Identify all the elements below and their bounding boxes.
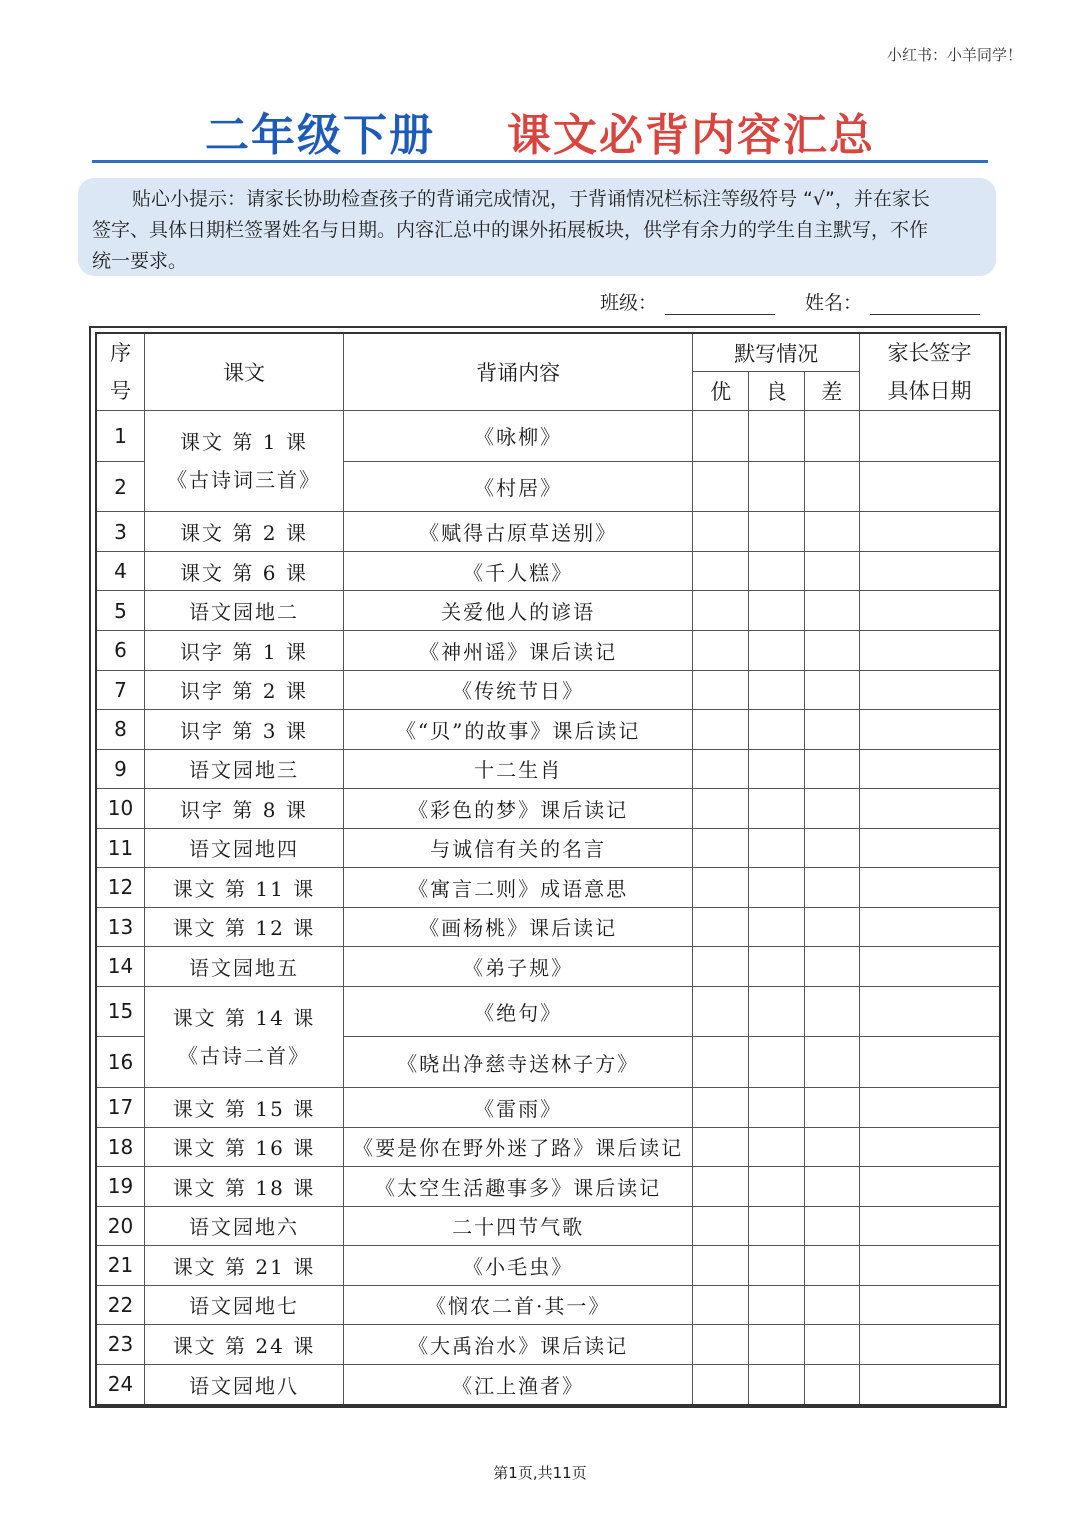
row-lesson: 课文 第 24 课 bbox=[144, 1325, 343, 1365]
lesson-line: 《古诗二首》 bbox=[177, 1043, 310, 1068]
grade-poor-cell[interactable] bbox=[804, 986, 860, 1037]
row-content: 《要是你在野外迷了路》课后读记 bbox=[343, 1127, 692, 1167]
row-number: 2 bbox=[96, 461, 144, 512]
grade-excellent-cell[interactable] bbox=[693, 670, 749, 710]
signature-cell[interactable] bbox=[860, 986, 1000, 1037]
grade-good-cell[interactable] bbox=[748, 1088, 804, 1128]
row-number: 7 bbox=[96, 670, 144, 710]
grade-excellent-cell[interactable] bbox=[693, 1206, 749, 1246]
grade-excellent-cell[interactable] bbox=[693, 591, 749, 631]
row-content: 《彩色的梦》课后读记 bbox=[343, 789, 692, 829]
grade-good-cell[interactable] bbox=[748, 868, 804, 908]
row-lesson: 识字 第 1 课 bbox=[144, 630, 343, 670]
lesson-line: 课文 第 14 课 bbox=[172, 1005, 316, 1030]
row-content: 《“贝”的故事》课后读记 bbox=[343, 710, 692, 750]
grade-excellent-cell[interactable] bbox=[693, 551, 749, 591]
grade-poor-cell[interactable] bbox=[804, 551, 860, 591]
grade-good-cell[interactable] bbox=[748, 1285, 804, 1325]
grade-poor-cell[interactable] bbox=[804, 670, 860, 710]
table-row bbox=[96, 1167, 1000, 1207]
grade-poor-cell[interactable] bbox=[804, 1088, 860, 1128]
grade-good-cell[interactable] bbox=[748, 1325, 804, 1365]
grade-good-cell[interactable] bbox=[748, 512, 804, 552]
table-row bbox=[96, 512, 1000, 552]
header-excellent: 优 bbox=[693, 372, 749, 411]
signature-cell[interactable] bbox=[860, 670, 1000, 710]
row-content: 《神州谣》课后读记 bbox=[343, 630, 692, 670]
row-lesson: 课文 第 18 课 bbox=[144, 1167, 343, 1207]
row-number: 17 bbox=[96, 1088, 144, 1128]
row-number: 6 bbox=[96, 630, 144, 670]
grade-excellent-cell[interactable] bbox=[693, 749, 749, 789]
table-row bbox=[96, 1285, 1000, 1325]
row-number: 3 bbox=[96, 512, 144, 552]
grade-excellent-cell[interactable] bbox=[693, 1246, 749, 1286]
row-content: 《雷雨》 bbox=[343, 1088, 692, 1128]
grade-poor-cell[interactable] bbox=[804, 828, 860, 868]
row-number: 10 bbox=[96, 789, 144, 829]
row-number: 14 bbox=[96, 947, 144, 987]
student-info bbox=[600, 288, 980, 315]
row-number: 19 bbox=[96, 1167, 144, 1207]
grade-poor-cell[interactable] bbox=[804, 789, 860, 829]
grade-excellent-cell[interactable] bbox=[693, 411, 749, 462]
table-row bbox=[96, 1206, 1000, 1246]
grade-good-cell[interactable] bbox=[748, 947, 804, 987]
row-content: 与诚信有关的名言 bbox=[343, 828, 692, 868]
signature-cell[interactable] bbox=[860, 512, 1000, 552]
grade-excellent-cell[interactable] bbox=[693, 986, 749, 1037]
table-body bbox=[96, 411, 1000, 1405]
grade-good-cell[interactable] bbox=[748, 1167, 804, 1207]
grade-poor-cell[interactable] bbox=[804, 461, 860, 512]
signature-cell[interactable] bbox=[860, 710, 1000, 750]
row-number: 23 bbox=[96, 1325, 144, 1365]
row-content: 关爱他人的谚语 bbox=[343, 591, 692, 631]
header-content: 背诵内容 bbox=[343, 333, 692, 411]
row-number: 5 bbox=[96, 591, 144, 631]
row-lesson: 课文 第 21 课 bbox=[144, 1246, 343, 1286]
grade-excellent-cell[interactable] bbox=[693, 907, 749, 947]
table-row bbox=[96, 868, 1000, 908]
page-title bbox=[92, 102, 988, 163]
row-content: 《大禹治水》课后读记 bbox=[343, 1325, 692, 1365]
grade-excellent-cell[interactable] bbox=[693, 1364, 749, 1404]
grade-good-cell[interactable] bbox=[748, 986, 804, 1037]
table-row bbox=[96, 749, 1000, 789]
header-number: 序 号 bbox=[96, 333, 144, 411]
row-number: 21 bbox=[96, 1246, 144, 1286]
row-lesson bbox=[144, 986, 343, 1087]
grade-excellent-cell[interactable] bbox=[693, 789, 749, 829]
row-lesson: 课文 第 16 课 bbox=[144, 1127, 343, 1167]
grade-poor-cell[interactable] bbox=[804, 710, 860, 750]
grade-good-cell[interactable] bbox=[748, 630, 804, 670]
signature-cell[interactable] bbox=[860, 1127, 1000, 1167]
table-row bbox=[96, 986, 1000, 1037]
row-number: 22 bbox=[96, 1285, 144, 1325]
table-row bbox=[96, 1088, 1000, 1128]
row-number: 24 bbox=[96, 1364, 144, 1404]
name-blank[interactable] bbox=[870, 294, 980, 315]
tip-line: 签字、具体日期栏签署姓名与日期。内容汇总中的课外拓展板块，供学有余力的学生自主默写，不作 bbox=[92, 219, 929, 241]
class-field bbox=[600, 288, 775, 315]
row-number: 8 bbox=[96, 710, 144, 750]
grade-good-cell[interactable] bbox=[748, 591, 804, 631]
row-lesson: 语文园地二 bbox=[144, 591, 343, 631]
table-row bbox=[96, 907, 1000, 947]
header-good: 良 bbox=[748, 372, 804, 411]
row-content: 《江上渔者》 bbox=[343, 1364, 692, 1404]
grade-excellent-cell[interactable] bbox=[693, 1285, 749, 1325]
watermark-text: 小红书：小羊同学！ bbox=[886, 46, 1022, 64]
signature-cell[interactable] bbox=[860, 411, 1000, 462]
grade-poor-cell[interactable] bbox=[804, 630, 860, 670]
row-number: 9 bbox=[96, 749, 144, 789]
signature-cell[interactable] bbox=[860, 828, 1000, 868]
row-content: 十二生肖 bbox=[343, 749, 692, 789]
grade-poor-cell[interactable] bbox=[804, 1127, 860, 1167]
signature-cell[interactable] bbox=[860, 947, 1000, 987]
row-number: 11 bbox=[96, 828, 144, 868]
grade-poor-cell[interactable] bbox=[804, 907, 860, 947]
row-number: 20 bbox=[96, 1206, 144, 1246]
grade-good-cell[interactable] bbox=[748, 1246, 804, 1286]
row-content: 《太空生活趣事多》课后读记 bbox=[343, 1167, 692, 1207]
grade-good-cell[interactable] bbox=[748, 551, 804, 591]
tip-box bbox=[78, 178, 996, 276]
row-lesson: 识字 第 3 课 bbox=[144, 710, 343, 750]
table-row bbox=[96, 828, 1000, 868]
signature-cell[interactable] bbox=[860, 1325, 1000, 1365]
signature-cell[interactable] bbox=[860, 461, 1000, 512]
grade-poor-cell[interactable] bbox=[804, 591, 860, 631]
table-row bbox=[96, 411, 1000, 462]
row-lesson: 语文园地六 bbox=[144, 1206, 343, 1246]
row-content: 《咏柳》 bbox=[343, 411, 692, 462]
row-number: 15 bbox=[96, 986, 144, 1037]
row-number: 18 bbox=[96, 1127, 144, 1167]
signature-cell[interactable] bbox=[860, 1088, 1000, 1128]
row-lesson: 课文 第 15 课 bbox=[144, 1088, 343, 1128]
table-row bbox=[96, 789, 1000, 829]
grade-good-cell[interactable] bbox=[748, 749, 804, 789]
page-number: 第1页,共11页 bbox=[493, 1464, 587, 1482]
signature-cell[interactable] bbox=[860, 551, 1000, 591]
table-row bbox=[96, 670, 1000, 710]
signature-cell[interactable] bbox=[860, 1206, 1000, 1246]
table-row bbox=[96, 947, 1000, 987]
grade-excellent-cell[interactable] bbox=[693, 947, 749, 987]
class-label: 班级： bbox=[599, 292, 657, 314]
row-number: 12 bbox=[96, 868, 144, 908]
row-lesson: 课文 第 6 课 bbox=[144, 551, 343, 591]
row-content: 《赋得古原草送别》 bbox=[343, 512, 692, 552]
table-frame bbox=[89, 326, 1007, 1408]
grade-good-cell[interactable] bbox=[748, 789, 804, 829]
grade-excellent-cell[interactable] bbox=[693, 710, 749, 750]
row-lesson: 课文 第 2 课 bbox=[144, 512, 343, 552]
row-lesson: 语文园地四 bbox=[144, 828, 343, 868]
signature-cell[interactable] bbox=[860, 868, 1000, 908]
name-field bbox=[805, 288, 980, 315]
title-subject: 课文必背内容汇总 bbox=[507, 110, 875, 161]
row-number: 4 bbox=[96, 551, 144, 591]
row-number: 13 bbox=[96, 907, 144, 947]
table-row bbox=[96, 591, 1000, 631]
grade-poor-cell[interactable] bbox=[804, 1246, 860, 1286]
grade-good-cell[interactable] bbox=[748, 710, 804, 750]
row-content: 《村居》 bbox=[343, 461, 692, 512]
class-blank[interactable] bbox=[665, 294, 775, 315]
grade-poor-cell[interactable] bbox=[804, 749, 860, 789]
title-grade: 二年级下册 bbox=[205, 110, 435, 161]
grade-good-cell[interactable] bbox=[748, 670, 804, 710]
grade-good-cell[interactable] bbox=[748, 461, 804, 512]
signature-cell[interactable] bbox=[860, 907, 1000, 947]
signature-cell[interactable] bbox=[860, 1285, 1000, 1325]
lesson-line: 课文 第 1 课 bbox=[180, 430, 308, 455]
table-row bbox=[96, 1325, 1000, 1365]
grade-poor-cell[interactable] bbox=[804, 1167, 860, 1207]
grade-poor-cell[interactable] bbox=[804, 868, 860, 908]
grade-excellent-cell[interactable] bbox=[693, 630, 749, 670]
row-number: 16 bbox=[96, 1037, 144, 1088]
row-lesson: 识字 第 2 课 bbox=[144, 670, 343, 710]
grade-poor-cell[interactable] bbox=[804, 1325, 860, 1365]
table-row bbox=[96, 551, 1000, 591]
row-content: 《千人糕》 bbox=[343, 551, 692, 591]
grade-good-cell[interactable] bbox=[748, 1206, 804, 1246]
row-content: 《寓言二则》成语意思 bbox=[343, 868, 692, 908]
name-label: 姓名： bbox=[804, 292, 862, 314]
table-row bbox=[96, 630, 1000, 670]
grade-poor-cell[interactable] bbox=[804, 512, 860, 552]
grade-excellent-cell[interactable] bbox=[693, 1088, 749, 1128]
tip-line: 统一要求。 bbox=[92, 250, 188, 272]
grade-excellent-cell[interactable] bbox=[693, 828, 749, 868]
grade-poor-cell[interactable] bbox=[804, 411, 860, 462]
grade-poor-cell[interactable] bbox=[804, 947, 860, 987]
grade-good-cell[interactable] bbox=[748, 907, 804, 947]
recitation-table bbox=[95, 332, 1001, 1406]
row-content: 二十四节气歌 bbox=[343, 1206, 692, 1246]
row-content: 《绝句》 bbox=[343, 986, 692, 1037]
signature-cell[interactable] bbox=[860, 1246, 1000, 1286]
row-lesson: 语文园地三 bbox=[144, 749, 343, 789]
row-lesson: 识字 第 8 课 bbox=[144, 789, 343, 829]
row-content: 《画杨桃》课后读记 bbox=[343, 907, 692, 947]
signature-cell[interactable] bbox=[860, 1364, 1000, 1404]
row-lesson: 语文园地五 bbox=[144, 947, 343, 987]
table-row bbox=[96, 710, 1000, 750]
grade-poor-cell[interactable] bbox=[804, 1285, 860, 1325]
header-poor: 差 bbox=[804, 372, 860, 411]
tip-line: 贴心小提示：请家长协助检查孩子的背诵完成情况，于背诵情况栏标注等级符号 “√”，并在家长 bbox=[132, 188, 930, 210]
row-content: 《悯农二首·其一》 bbox=[343, 1285, 692, 1325]
row-content: 《传统节日》 bbox=[343, 670, 692, 710]
row-content: 《小毛虫》 bbox=[343, 1246, 692, 1286]
signature-cell[interactable] bbox=[860, 1037, 1000, 1088]
row-content: 《晓出净慈寺送林子方》 bbox=[343, 1037, 692, 1088]
grade-poor-cell[interactable] bbox=[804, 1364, 860, 1404]
grade-good-cell[interactable] bbox=[748, 1364, 804, 1404]
table-row bbox=[96, 1364, 1000, 1404]
grade-excellent-cell[interactable] bbox=[693, 1037, 749, 1088]
signature-cell[interactable] bbox=[860, 789, 1000, 829]
grade-poor-cell[interactable] bbox=[804, 1037, 860, 1088]
grade-excellent-cell[interactable] bbox=[693, 1167, 749, 1207]
row-lesson bbox=[144, 411, 343, 512]
grade-poor-cell[interactable] bbox=[804, 1206, 860, 1246]
header-lesson: 课文 bbox=[144, 333, 343, 411]
row-lesson: 语文园地七 bbox=[144, 1285, 343, 1325]
header-signature: 家长签字 具体日期 bbox=[860, 333, 1000, 411]
signature-cell[interactable] bbox=[860, 749, 1000, 789]
grade-excellent-cell[interactable] bbox=[693, 512, 749, 552]
header-dictation: 默写情况 bbox=[693, 333, 860, 372]
grade-excellent-cell[interactable] bbox=[693, 1325, 749, 1365]
row-content: 《弟子规》 bbox=[343, 947, 692, 987]
grade-good-cell[interactable] bbox=[748, 1037, 804, 1088]
signature-cell[interactable] bbox=[860, 591, 1000, 631]
lesson-line: 《古诗词三首》 bbox=[166, 468, 321, 493]
grade-excellent-cell[interactable] bbox=[693, 461, 749, 512]
row-number: 1 bbox=[96, 411, 144, 462]
grade-good-cell[interactable] bbox=[748, 1127, 804, 1167]
signature-cell[interactable] bbox=[860, 1167, 1000, 1207]
signature-cell[interactable] bbox=[860, 630, 1000, 670]
grade-excellent-cell[interactable] bbox=[693, 868, 749, 908]
row-lesson: 语文园地八 bbox=[144, 1364, 343, 1404]
grade-excellent-cell[interactable] bbox=[693, 1127, 749, 1167]
row-lesson: 课文 第 11 课 bbox=[144, 868, 343, 908]
table-row bbox=[96, 1127, 1000, 1167]
grade-good-cell[interactable] bbox=[748, 828, 804, 868]
grade-good-cell[interactable] bbox=[748, 411, 804, 462]
row-lesson: 课文 第 12 课 bbox=[144, 907, 343, 947]
table-row bbox=[96, 1246, 1000, 1286]
